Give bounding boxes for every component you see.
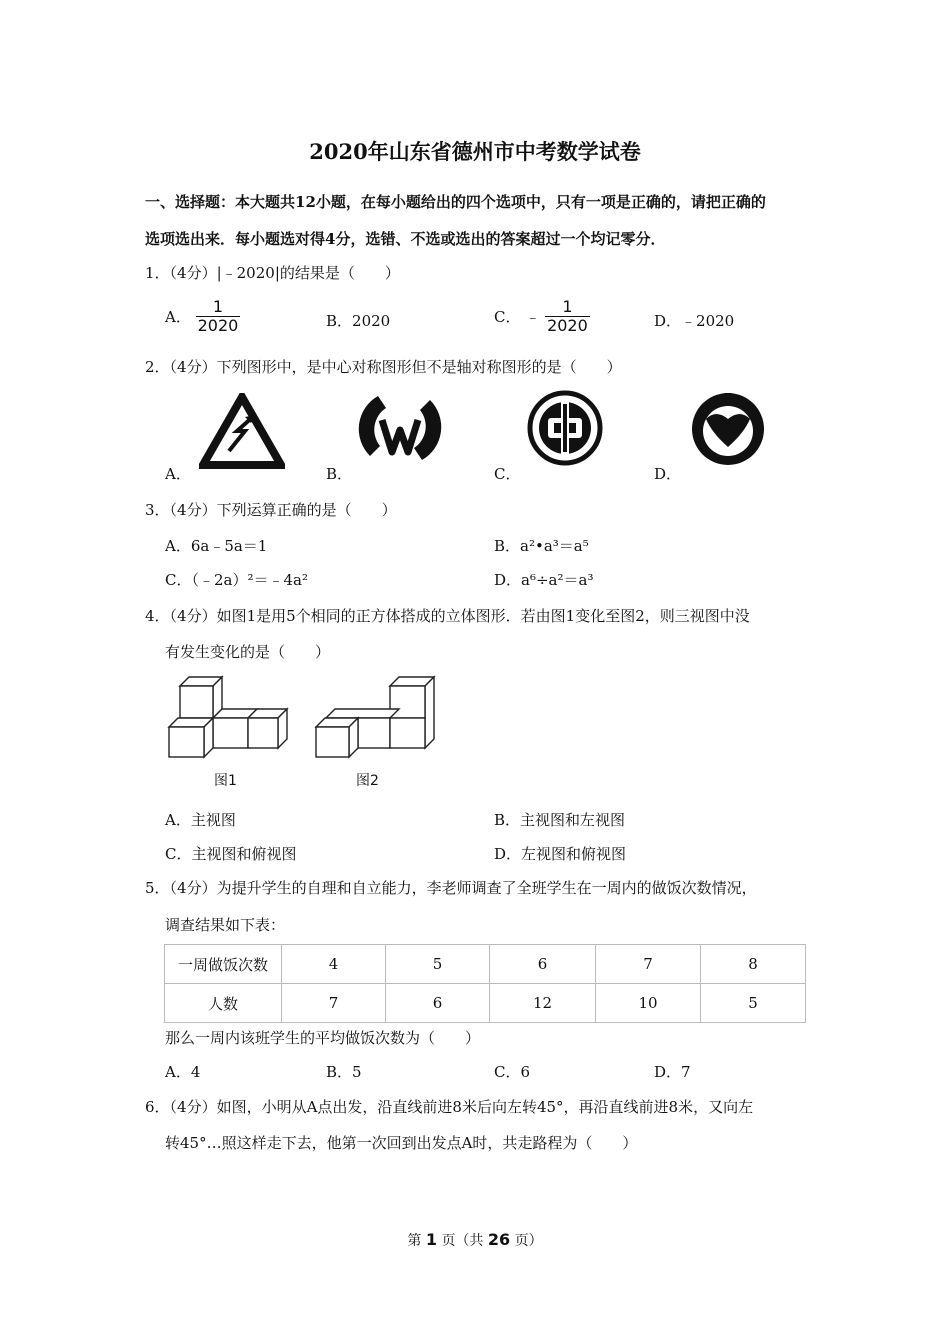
table-cell: 10 (596, 984, 701, 1023)
q4-stem-line1: 4．（4分）如图1是用5个相同的正方体搭成的立体图形．若由图1变化至图2，则三视图中没 (145, 607, 750, 625)
q5-option-c: C．6 (494, 1063, 531, 1081)
table-cell: 8 (701, 945, 806, 984)
q1-a-label: A． (165, 308, 191, 326)
q4-option-d: D．左视图和俯视图 (494, 845, 627, 863)
q1-a-fraction (196, 298, 241, 335)
table-cell: 一周做饭次数 (165, 945, 282, 984)
table-cell: 12 (490, 984, 596, 1023)
section-header-line1: 一、选择题：本大题共12小题，在每小题给出的四个选项中，只有一项是正确的，请把正确的 (145, 193, 766, 211)
q3-option-a: A．6a﹣5a＝1 (165, 537, 268, 555)
q6-stem-line1: 6．（4分）如图，小明从A点出发，沿直线前进8米后向左转45°，再沿直线前进8米，又向左 (145, 1098, 754, 1116)
q1-a-numerator: 1 (212, 297, 224, 316)
footer-page-number: 1 (425, 1230, 437, 1249)
q2-option-a: A． (165, 465, 191, 483)
q1-option-d: D．﹣2020 (654, 312, 735, 330)
circle-zhong-emblem-icon (526, 388, 604, 468)
table-cell: 7 (596, 945, 701, 984)
q2-option-b: B． (326, 465, 353, 483)
q2-option-c: C． (494, 465, 521, 483)
q5-question: 那么一周内该班学生的平均做饭次数为（ ） (165, 1029, 481, 1047)
swirl-emblem-icon (358, 386, 442, 470)
q4-stem-line2: 有发生变化的是（ ） (165, 643, 331, 661)
q2-stem: 2．（4分）下列图形中，是中心对称图形但不是轴对称图形的是（ ） (145, 358, 622, 376)
q5-stem-line1: 5．（4分）为提升学生的自理和自立能力，李老师调查了全班学生在一周内的做饭次数情况， (145, 879, 757, 897)
table-cell: 4 (282, 945, 386, 984)
q1-c-sign: ﹣ (525, 308, 541, 326)
q5-option-d: D．7 (654, 1063, 691, 1081)
q5-option-a: A．4 (165, 1063, 201, 1081)
footer-middle: 页（共 (441, 1233, 484, 1249)
table-cell: 5 (701, 984, 806, 1023)
q4-fig2-caption: 图2 (356, 773, 379, 789)
q1-c-denominator: 2020 (547, 316, 588, 335)
q2-option-d: D． (654, 465, 682, 483)
cube-figure-1 (165, 675, 295, 761)
page-title: 2020年山东省德州市中考数学试卷 (309, 139, 641, 164)
q3-stem: 3．（4分）下列运算正确的是（ ） (145, 501, 397, 519)
table-row (165, 945, 806, 984)
q1-stem: 1．（4分）|﹣2020|的结果是（ ） (145, 264, 400, 282)
q1-option-c (494, 298, 590, 335)
q5-stem-line2: 调查结果如下表： (165, 916, 286, 934)
table-cell: 6 (386, 984, 490, 1023)
q4-fig1-caption: 图1 (214, 773, 237, 789)
q1-option-b: B．2020 (326, 312, 391, 330)
q3-option-c: C．（﹣2a）²＝﹣4a² (165, 571, 308, 589)
q1-a-denominator: 2020 (197, 316, 239, 335)
q4-option-c: C．主视图和俯视图 (165, 845, 297, 863)
q6-stem-line2: 转45°…照这样走下去，他第一次回到出发点A时，共走路程为（ ） (165, 1134, 638, 1152)
footer-prefix: 第 (407, 1233, 422, 1249)
table-cell: 6 (490, 945, 596, 984)
q3-option-b: B．a²•a³＝a⁵ (494, 537, 589, 555)
table-cell: 5 (386, 945, 490, 984)
page-footer (0, 1230, 950, 1250)
footer-suffix: 页） (514, 1233, 543, 1249)
q4-option-b: B．主视图和左视图 (494, 811, 626, 829)
table-cell: 7 (282, 984, 386, 1023)
q1-option-a (165, 298, 240, 335)
cooking-frequency-table (164, 944, 806, 1023)
q1-c-fraction (545, 298, 590, 335)
table-row (165, 984, 806, 1023)
q4-option-a: A．主视图 (165, 811, 236, 829)
q1-c-label: C． (494, 308, 521, 326)
section-header-line2: 选项选出来．每小题选对得4分，选错、不选或选出的答案超过一个均记零分． (145, 230, 666, 248)
warning-triangle-icon (199, 393, 285, 469)
q3-option-d: D．a⁶÷a²＝a³ (494, 571, 594, 589)
footer-total-pages: 26 (487, 1230, 511, 1249)
q1-c-numerator: 1 (562, 297, 573, 316)
heart-ring-emblem-icon (686, 389, 770, 469)
table-cell: 人数 (165, 984, 282, 1023)
cube-figure-2 (312, 675, 438, 761)
q5-option-b: B．5 (326, 1063, 362, 1081)
